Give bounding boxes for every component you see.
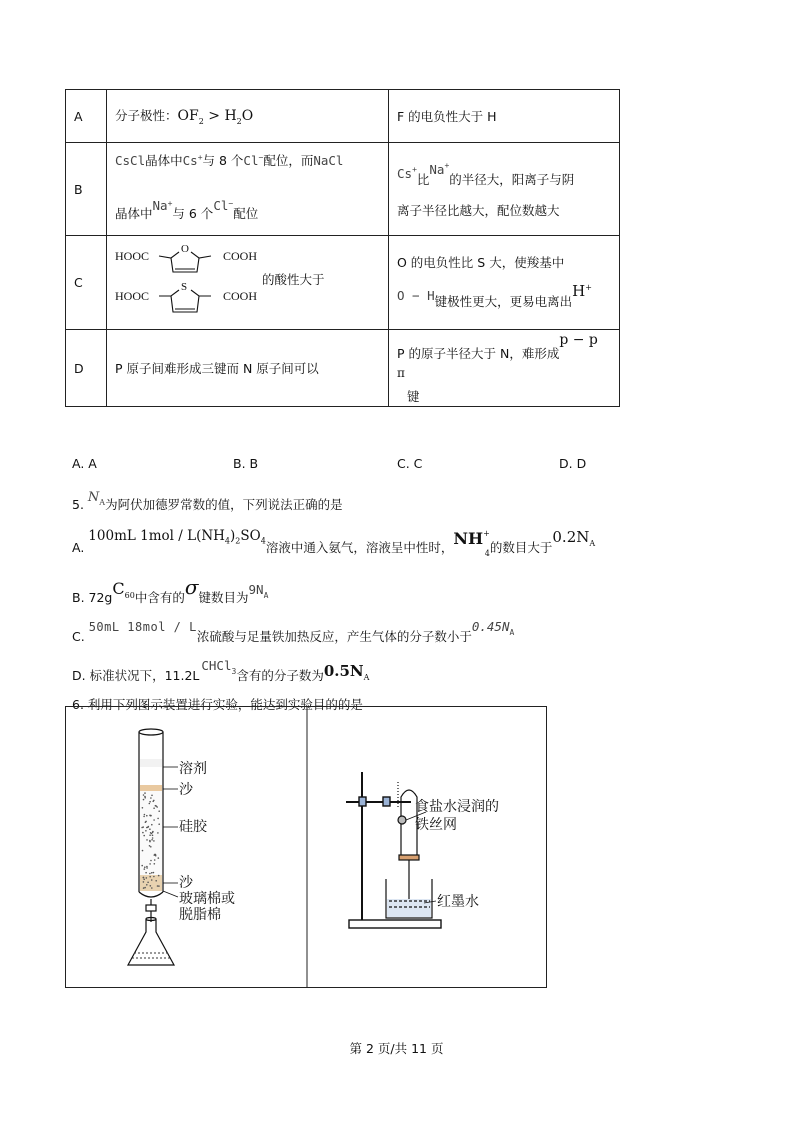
silica-dot — [151, 795, 153, 797]
silica-dot — [144, 868, 146, 870]
row-key: B — [66, 143, 107, 236]
row-explanation: F 的电负性大于 H — [389, 90, 620, 143]
table-row — [66, 330, 620, 407]
silica-dot — [144, 814, 146, 816]
silica-dot — [142, 807, 144, 809]
silica-dot — [142, 832, 144, 834]
row-statement: CsCl晶体中Cs+与 8 个Cl−配位，而NaCl 晶体中Na+与 6 个Cl−配位 — [107, 143, 389, 236]
row-statement: HOOC COOH O HOOC COOH S 的酸性大于 — [107, 236, 389, 330]
silica-dot — [157, 832, 159, 834]
silica-dot — [146, 877, 148, 879]
silica-dot — [158, 823, 160, 825]
silica-dot — [149, 845, 151, 847]
label-leaders-left — [163, 767, 178, 897]
label-saltwater-mesh-1: 食盐水浸润的 — [415, 799, 499, 815]
silica-dot — [150, 815, 152, 817]
choice-d[interactable]: D. D — [559, 456, 587, 471]
column-fill — [140, 759, 162, 891]
row-key: C — [66, 236, 107, 330]
silica-dot — [153, 876, 155, 878]
table-row — [66, 90, 620, 143]
silica-dot — [152, 831, 154, 833]
apparatus-svg — [66, 707, 546, 987]
silica-dot — [146, 815, 148, 817]
silica-dot — [149, 801, 151, 803]
label-glass-wool-1: 玻璃棉或 — [179, 891, 235, 907]
q5-option-b[interactable]: B. $72gC_{60}$中含有的σ键数目为$9N_A$ — [72, 575, 269, 605]
choice-b[interactable]: B. B — [233, 456, 259, 471]
silica-dot — [155, 880, 157, 882]
label-silica: 硅胶 — [179, 819, 207, 835]
silica-dot — [151, 887, 153, 889]
silica-dot — [143, 816, 145, 818]
silica-dot — [157, 818, 159, 820]
label-glass-wool-2: 脱脂棉 — [179, 907, 221, 923]
silica-dot — [143, 879, 145, 881]
silica-dot — [143, 799, 145, 801]
silica-dot — [155, 805, 157, 807]
label-red-ink: 红墨水 — [437, 894, 479, 910]
silica-dot — [151, 833, 153, 835]
silica-dot — [144, 792, 146, 794]
silica-dot — [145, 830, 147, 832]
table-row — [66, 143, 620, 236]
silica-dot — [151, 879, 153, 881]
silica-dot — [150, 885, 152, 887]
flask-liquid — [132, 953, 170, 958]
silica-dot — [146, 867, 148, 869]
table-row — [66, 236, 620, 330]
label-sand-bottom: 沙 — [179, 875, 193, 891]
options-table — [65, 89, 620, 407]
page-footer: 第 2 页/共 11 页 — [349, 1041, 444, 1056]
silica-dot — [146, 866, 148, 868]
silica-dot — [150, 860, 152, 862]
silica-dot — [149, 803, 151, 805]
q5-stem: 5. $N_A$为阿伏加德罗常数的值，下列说法正确的是 — [72, 490, 343, 512]
silica-dot — [154, 863, 156, 865]
q5-option-d[interactable]: D. 标准状况下，11.2LCHCl$_3$含有的分子数为0.5NA — [72, 658, 370, 683]
row-key: A — [66, 90, 107, 143]
ring-atom-o: O — [181, 243, 189, 255]
apparatus-figure — [65, 706, 547, 988]
silica-dot — [145, 821, 147, 823]
choice-a[interactable]: A. A — [72, 456, 97, 471]
silica-dot — [149, 834, 151, 836]
cooh-label-1: COOH — [223, 249, 258, 263]
silica-dot — [144, 796, 146, 798]
silica-dot — [143, 877, 145, 879]
label-solvent: 溶剂 — [179, 761, 207, 777]
label-saltwater-mesh-2: 铁丝网 — [415, 817, 457, 833]
choice-c[interactable]: C. C — [397, 456, 423, 471]
silica-dot — [149, 876, 151, 878]
row-statement: P 原子间难形成三键而 N 原子间可以 — [107, 330, 389, 407]
q5-option-c[interactable]: C. 50mL 18mol / L浓硫酸与足量铁加热反应，产生气体的分子数小于$0.45N_A$ — [72, 619, 515, 644]
silica-dot — [152, 801, 154, 803]
row-key: D — [66, 330, 107, 407]
silica-dot — [146, 839, 148, 841]
silica-dot — [150, 797, 152, 799]
silica-dot — [141, 865, 143, 867]
silica-dot — [149, 828, 151, 830]
q5-option-a[interactable]: A. 100mL $1mol / L(NH_4)_2SO_4$溶液中通入氨气，溶液呈中性时，$NH^+_4$的数目大于$0.2N_A$ — [72, 528, 596, 558]
cooh-label-2: COOH — [223, 289, 258, 303]
silica-dot — [150, 846, 152, 848]
furan-thiophene-structures — [113, 238, 263, 328]
silica-dot — [142, 850, 144, 852]
silica-dot — [151, 839, 153, 841]
hooc-label-1: HOOC — [115, 249, 150, 263]
silica-dot — [153, 840, 155, 842]
row-explanation: Cs+比Na+的半径大，阳离子与阴 离子半径比越大，配位数越大 — [389, 143, 620, 236]
silica-dot — [143, 794, 145, 796]
silica-dot — [151, 872, 153, 874]
silica-dot — [154, 854, 156, 856]
silica-dot — [158, 810, 160, 812]
silica-dot — [154, 859, 156, 861]
silica-dot — [146, 827, 148, 829]
silica-dot — [142, 826, 144, 828]
silica-dot — [158, 875, 160, 877]
row-explanation: O 的电负性比 S 大，使羧基中 O − H键极性更大，更易电离出H+ — [389, 236, 620, 330]
silica-dot — [143, 835, 145, 837]
q6-stem: 6. 利用下列图示装置进行实验，能达到实验目的的是 — [72, 697, 363, 712]
silica-dot — [153, 807, 155, 809]
silica-dot — [158, 857, 160, 859]
silica-dot — [145, 872, 147, 874]
row-statement: 分子极性：$OF_2 > H_2O$ — [107, 90, 389, 143]
hooc-label-2: HOOC — [115, 289, 150, 303]
silica-dot — [149, 840, 151, 842]
silica-dot — [149, 863, 151, 865]
silica-dot — [153, 819, 155, 821]
silica-dot — [149, 873, 151, 875]
silica-dot — [144, 887, 146, 889]
silica-dot — [152, 837, 154, 839]
silica-dot — [152, 835, 154, 837]
row-explanation: P 的原子半径大于 N，难形成p − p π 键 — [389, 330, 620, 407]
ring-atom-s: S — [181, 281, 188, 293]
silica-dot — [151, 824, 153, 826]
silica-dot — [157, 885, 159, 887]
silica-dot — [146, 884, 148, 886]
silica-dot — [143, 887, 145, 889]
silica-dot — [147, 882, 149, 884]
silica-dot — [143, 881, 145, 883]
silica-dot — [153, 872, 155, 874]
silica-dot — [158, 885, 160, 887]
silica-dot — [144, 866, 146, 868]
label-sand-top: 沙 — [179, 782, 193, 798]
